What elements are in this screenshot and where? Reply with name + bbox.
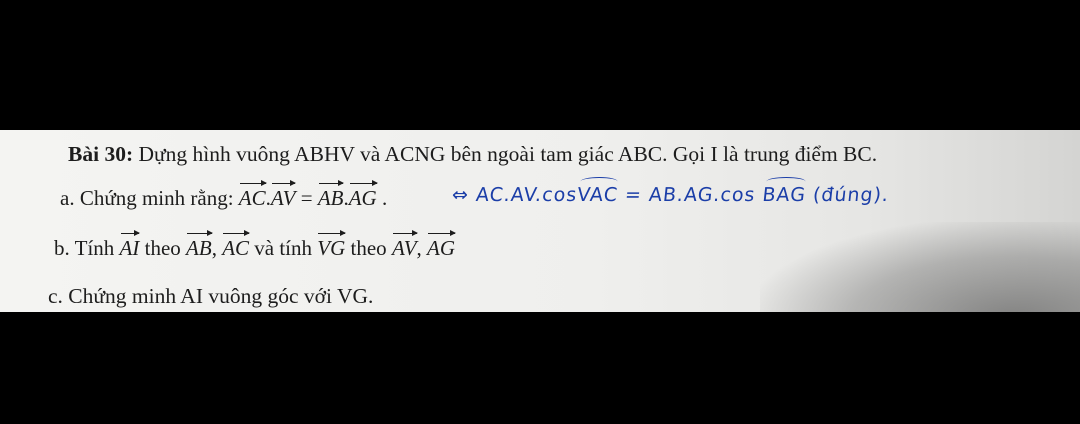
part-b-word-va-tinh: và tính [254, 236, 313, 260]
vector-vg: VG [317, 236, 346, 260]
part-b-line [54, 236, 455, 261]
vector-ai: AI [119, 236, 140, 260]
vector-av: AV [270, 186, 296, 210]
handwritten-answer [451, 184, 890, 206]
handwriting-part-2: = AB.AG.cos [616, 184, 757, 206]
problem-statement: Dựng hình vuông ABHV và ACNG bên ngoài tam giác ABC. Gọi I là trung điểm BC. [138, 142, 878, 166]
equivalence-arrow: ⇔ [450, 184, 471, 206]
vector-ac: AC [238, 186, 266, 210]
part-a-end: . [381, 186, 388, 210]
vector-ag: AG [427, 236, 456, 260]
angle-bag: BAG [761, 184, 808, 206]
part-b-word-theo-2: theo [350, 236, 387, 260]
comma: , [416, 236, 422, 260]
vector-ab: AB [317, 186, 344, 210]
part-b-prefix: b. Tính [54, 236, 115, 260]
handwriting-part-1: AC.AV.cos [474, 184, 579, 206]
part-c-line: c. Chứng minh AI vuông góc với VG. [48, 284, 374, 308]
vector-ag: AG [348, 186, 377, 210]
vector-ab: AB [186, 236, 212, 260]
vector-ac: AC [222, 236, 250, 260]
problem-number: Bài 30: [68, 142, 134, 166]
part-a-line: a. Chứng minh rằng: AC.AV = AB.AG . [60, 186, 388, 210]
worksheet-paper [0, 130, 1080, 312]
equals-sign: = [295, 186, 318, 210]
angle-vac: VAC [576, 184, 620, 206]
comma: , [211, 236, 217, 260]
vector-av: AV [391, 236, 417, 260]
handwriting-part-3: (đúng). [804, 184, 891, 206]
problem-title-line [68, 142, 877, 167]
photo-shadow [760, 222, 1080, 312]
part-a-prefix: a. Chứng minh rằng: [60, 186, 234, 210]
part-b-word-theo: theo [144, 236, 181, 260]
